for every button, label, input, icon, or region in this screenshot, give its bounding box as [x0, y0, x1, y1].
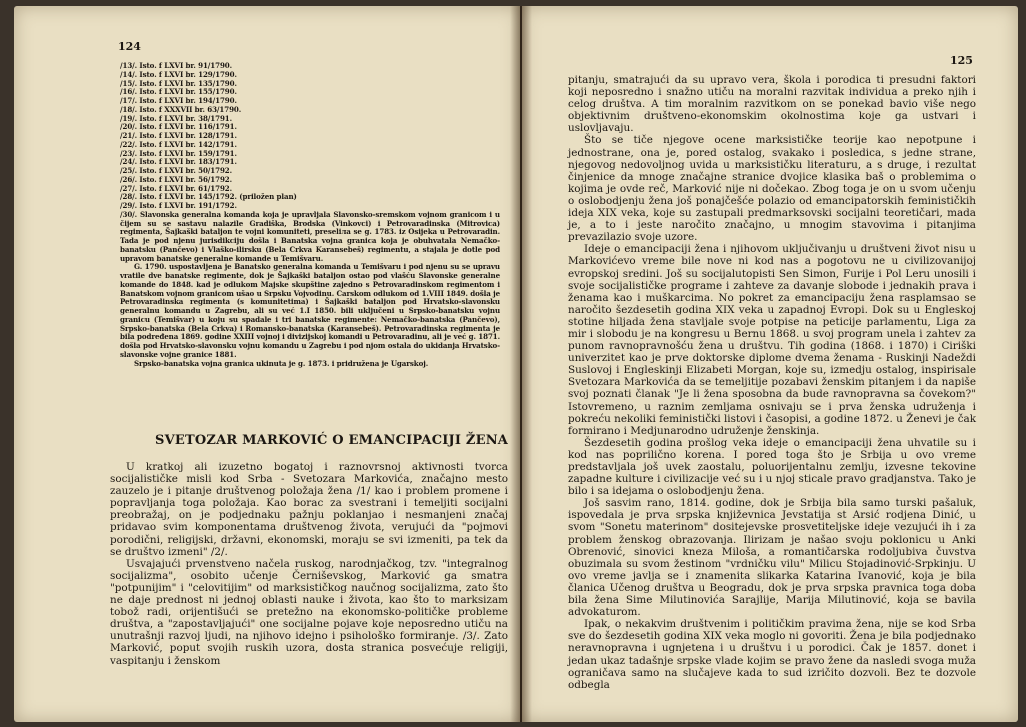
chapter-title: SVETOZAR MARKOVIĆ O EMANCIPACIJI ŽENA	[155, 433, 509, 448]
footnote-ref: /24/. Isto. f LXVI br. 183/1791.	[120, 157, 237, 167]
footnotes-block	[120, 62, 500, 368]
footnote-ref: /16/. Isto. f LXVI br. 155/1790.	[120, 87, 237, 97]
footnote-ref: /29/. Isto. f LXVI br. 191/1792.	[120, 201, 237, 210]
paragraph: Ipak, o nekakvim društvenim i političkim pravima žena, nije se kod Srba sve do šezdesetih godina XIX veka moglo ni govoriti. Žena je bila podjednako neravnopravna i ugnjetena i u društvu i u porodici. Čak je 1857. donet i jedan ukaz tadašnje srpske vlade kojim se pravo žene da nasledi svoga muža ograničava samo na slučajeve kada to sud izričito dozvoli. Bez te dozvole odbegla	[568, 618, 976, 691]
footnote-ref: /23/. Isto. f LXVI br. 159/1791.	[120, 148, 237, 158]
paragraph: Još sasvim rano, 1814. godine, dok je Srbija bila samo turski pašaluk, ispovedala je prva srpska književnica Jevstatija st Arsić rodjena Dinić, u svom "Sonetu materinom" dositejevske prosvetiteljske ideje vezujući ih i za problem ženskog obrazovanja. Ilirizam je našao svoju poklonicu u Anki Obrenović, sinovici kneza Miloša, a romantičarska rodoljubiva čuvstva obuzimala su svom žestinom "vrdničku vilu" Milicu Stojadinović-Srpkinju. U ovo vreme javlja se i znamenita slikarka Katarina Ivanović, koja je bila članica Učenog društva u Beogradu, dok je prva srpska pravnica toga doba bila žena Sime Milutinovića Sarajlije, Marija Milutinović, koja se bavila advokaturom.	[568, 497, 976, 619]
footnote-ref: /18/. Isto. f XXXVII br. 63/1790.	[120, 104, 242, 114]
footnote-ref: /13/. Isto. f LXVI br. 91/1790.	[120, 61, 232, 70]
footnote-ref: /25/. Isto. f LXVI br. 50/1792.	[120, 166, 232, 175]
paragraph: Ideje o emancipaciji žena i njihovom uključivanju u društveni život nisu u Markovićevo vreme bile nove ni kod nas a pogotovu ne u civilizovanijoj evropskoj sredini. Još su socijalutopisti Sen Simon, Furije i Pol Leru unosili i svoje socijalističke programe i zahteve za davanje slobode i jednakih prava i ženama kao i muškarcima. No pokret za emancipaciju žena rasplamsao se naročito šezdesetih godina XIX veka u zapadnoj Evropi. Dok su u Engleskoj stotine hiljada žena stavljale svoje potpise na peticije parlamentu, Liga za mir i slobodu je na kongresu u Bernu 1868. u svoj program unela i zahtev za punom ravnopravnošću žena u društvu. Tih godina (1868. i 1870) i Ciriški univerzitet kao je prve doktorske diplome dvema ženama - Ruskinji Nadeždi Suslovoj i Engleskinji Elizabeti Morgan, koje su, izmedju ostalog, inspirisale Svetozara Markovića da se temeljitije pozabavi ženskim pitanjem i da napiše svoj poznati članak "Je li žena sposobna da bude ravnopravna sa čovekom?" Istovremeno, u raznim zemljama osnivaju se i prva ženska udruženja i pokreću nekoliki feministički listovi i časopisi, a godine 1872. u Ženevi je čak formirano i Medjunarodno udruženje ženskinja.	[568, 243, 976, 437]
footnote-ref: /19/. Isto. f LXVI br. 38/1791.	[120, 113, 232, 123]
paragraph: pitanju, smatrajući da su upravo vera, škola i porodica ti presudni faktori koji neposredno i snažno utiču na moralni razvitak individua a preko njih i celog društva. A tim moralnim razvitkom on se ponekad bavio više nego objektivnim društveno-ekonomskim okolnostima koje ga ustvari i uslovljavaju.	[568, 74, 976, 135]
footnote-30-closing: Srpsko-banatska vojna granica ukinuta je g. 1873. i pridružena je Ugarskoj.	[134, 358, 429, 368]
footnote-ref: /21/. Isto. f LXVI br. 128/1791.	[120, 131, 237, 140]
footnote-ref: /22/. Isto. f LXVI br. 142/1791.	[120, 139, 237, 149]
footnote-ref: /20/. Isto. f LXVI br. 116/1791.	[120, 122, 237, 132]
paragraph: U kratkoj ali izuzetno bogatoj i raznovrsnoj aktivnosti tvorca socijalističke misli kod Srba - Svetozara Markovića, značajno mesto zauzelo je i pitanje društvenog položaja žena /1/ kao i problem promene i popravljanja toga položaja. Kao borac za svestrani i temeljiti socijalni preobražaj, on je podjednaku pažnju poklanjao i nesmanjeni značaj pridavao svim komponentama društvenog života, verujući da "pojmovi porodični, religijski, državni, ekonomski, moraju se svi izmeniti, pa tek da se društvo izmeni" /2/.	[110, 461, 508, 558]
paragraph: Što se tiče njegove ocene marksističke teorije kao nepotpune i jednostrane, ona je, pored ostalog, svakako i posledica, s jedne strane, njegovog nedovoljnog uvida u marksističku literaturu, a s druge, i rezultat činjenice da mnoge značajne stranice dvojice klasika baš o problemima o kojima je ovde reč, Marković nije ni dočekao. Zbog toga je on u svom učenju o oslobodjenju žena još ponajčešće polazio od emancipatorskih feminističkih ideja XIX veka, koje su zastupali predmarksovski socijalni teoretičari, mada je, a to i jeste naročito značajno, u mnogim stavovima i pitanjima prevazilazio svoje uzore.	[568, 134, 976, 244]
paragraph: Šezdesetih godina prošlog veka ideje o emancipaciji žena uhvatile su i kod nas popriličnо korena. I pored toga što je Srbija u ovo vreme predstavljala još uvek zaostalu, poluorijentalnu zemlju, izvesne tekovine zapadne kulture i civilizacije već su i u njoj sticale pravo gradjanstva. Tako je bilo i sa idejama o oslobodjenju žena.	[568, 436, 976, 498]
footnote-30-continued: G. 1790. uspostavljena je Banatsko generalna komanda u Temišvaru i pod njenu su se upravu vratile dve banatske regimente, dok je Šajkaški bataljon ostao pod vlašću Slavonske generalne komande do 1848. kad je odlukom Majske skupštine zajedno s Petrovaradinskom regimentom i Banatskom vojnom granicom ušao u Srpsku Vojvodinu. Carskom odlukom od 1.VIII 1849. došla je Petrovaradinska regimenta (s komunitetima) i Šajkaški bataljon pod Hrvatsko-slavonsku generalnu komandu u Zagrebu, ali su već 1.I 1850. bili uključeni u Srpsko-banatsku vojnu granicu (Temišvar) u koju su spadale i tri banatske regimente: Nemačko-banatska (Pančevo), Srpsko-banatska (Bela Crkva) i Romansko-banatska (Karansebeš). Petrovaradinska regimenta je bila podređena 1869. godine XXIII vojnoj i divizijskoj komandi u Petrovaradinu, ali je već g. 1871. došla pod Hrvatsko-slavonsku vojnu komandu u Zagrebu i pod njom ostala do ukidanja Hrvatsko-slavonske vojne granice 1881.	[120, 262, 500, 359]
book-gutter	[510, 6, 532, 722]
footnote-ref: /27/. Isto. f LXVI br. 61/1792.	[120, 183, 232, 193]
page-number-left: 124	[118, 40, 141, 53]
footnote-ref: /15/. Isto. f LXVI br. 135/1790.	[120, 78, 237, 88]
footnote-ref: /26/. Isto. f LXVI br. 56/1792.	[120, 174, 232, 184]
left-body-text	[110, 461, 508, 667]
footnote-ref: /14/. Isto. f LXVI br. 129/1790.	[120, 69, 237, 79]
footnote-ref: /17/. Isto. f LXVI br. 194/1790.	[120, 96, 237, 105]
paragraph: Usvajajući prvenstveno načela ruskog, narodnjačkog, tzv. "integralnog socijalizma", osobito učenje Černiševskog, Marković ga smatra "potpunijim" i "celovitijim" od marksističkog naučnog socijalizma, zato što ne daje prednost ni jednoj oblasti nauke i života, kao što to marksizam tobož radi, orijentišući se pretežno na ekonomsko-političke probleme društva, a "zapostavljajući" one socijalne pojave koje neposredno utiču na unutrašnji razvoj ljudi, na njihovo idejno i psihološko formiranje. /3/. Zato Marković, poput svojih ruskih uzora, dosta stranica posvećuje religiji, vaspitanju i ženskom	[110, 557, 508, 667]
page-number-right: 125	[950, 54, 973, 67]
right-body-text	[568, 74, 976, 691]
footnote-ref: /28/. Isto. f LXVI br. 145/1792. (priložen plan)	[120, 192, 297, 202]
footnote-30: /30/. Slavonska generalna komanda koja je upravljala Slavonsko-sremskom vojnom granicom i u čijem su se sastavu nalazile Gradiška, Brodska (Vinkovci) i Petrovaradinska (Mitrovica) regimenta, Šajkaški bataljon te vojni komuniteti, preseliла se g. 1783. iz Osijeka u Petrovaradin. Tada je pod njenu jurisdikciju došla i Banatska vojna granica koja je obuhvatala Nemačko-banatsku (Pančevo) i Vlaško-ilirsku (Bela Crkva Karansebeš) regimentu, a stajala je dotle pod upravom banatske generalne komande u Temišvaru.	[120, 209, 500, 263]
